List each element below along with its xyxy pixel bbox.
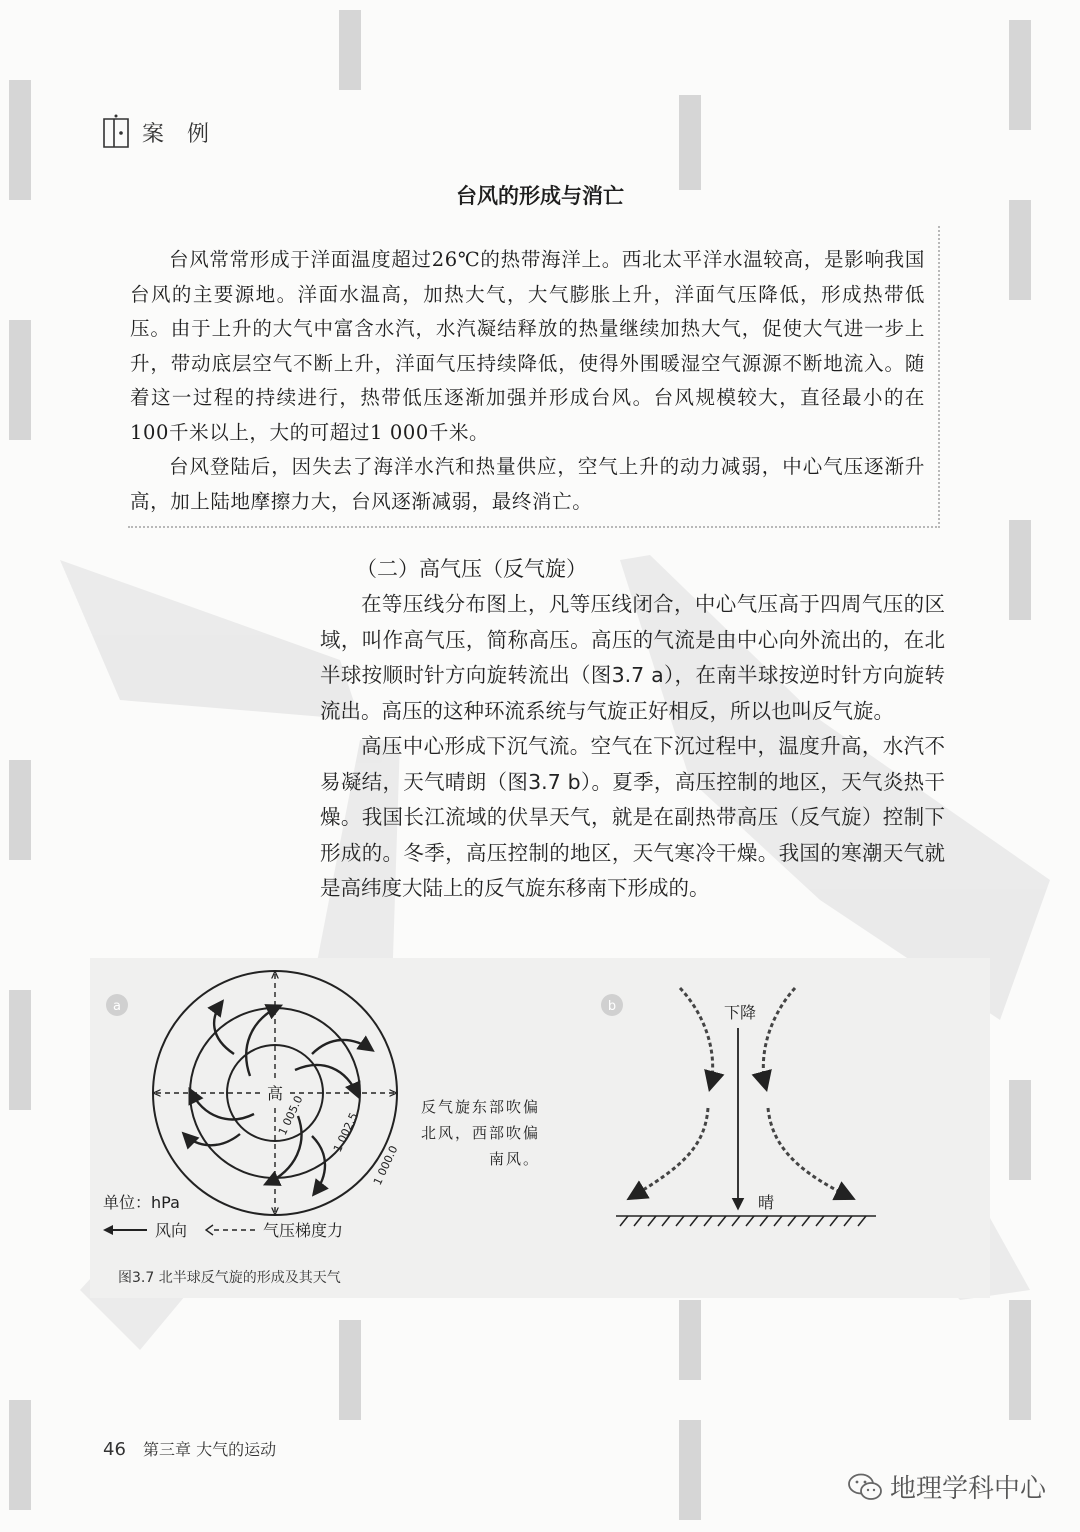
- figure-panel-b: [590, 958, 990, 1258]
- page-footer: [103, 1437, 276, 1460]
- high-pressure-center-label: 高: [266, 1084, 284, 1103]
- case-label: [100, 112, 217, 152]
- section-paragraph-2: 高压中心形成下沉气流。空气在下沉过程中，温度升高，水汽不易凝结，天气晴朗（图3.7 b）。夏季，高压控制的地区，天气炎热干燥。我国长江流域的伏旱天气，就是在副热带高压（反气旋）控制下形成的。冬季，高压控制的地区，天气寒冷干燥。我国的寒潮天气就是高纬度大陆上的反气旋东移南下形成的。: [320, 734, 945, 900]
- section-body: [320, 587, 945, 907]
- case-paragraph-1: 台风常常形成于洋面温度超过26℃的热带海洋上。西北太平洋水温较高，是影响我国台风的主要源地。洋面水温高，加热大气，大气膨胀上升，洋面气压降低，形成热带低压。由于上升的大气中富含水汽，水汽凝结释放的热量继续加热大气，促使大气进一步上升，带动底层空气不断上升，洋面气压持续降低，使得外围暖湿空气源源不断地流入。随着这一过程的持续进行，热带低压逐渐加强并形成台风。台风规模较大，直径最小的在100千米以上，大的可超过1 000千米。: [130, 248, 925, 444]
- figure-legend: [103, 1218, 343, 1241]
- legend-gradient-label: 气压梯度力: [263, 1221, 344, 1240]
- panel-b-label: b: [607, 999, 617, 1014]
- section-paragraph-1: 在等压线分布图上，凡等压线闭合，中心气压高于四周气压的区域，叫作高气压，简称高压。高压的气流是由中心向外流出的，在北半球按顺时针方向旋转流出（图3.7 a），在南半球按逆时针方向旋转流出。高压的这种环流系统与气旋正好相反，所以也叫反气旋。: [320, 592, 945, 723]
- figure-annotation: 反气旋东部吹偏北风，西部吹偏南风。: [420, 1098, 540, 1168]
- brand-watermark: [848, 1468, 1046, 1505]
- ground-line: [616, 1216, 876, 1226]
- case-body: [130, 243, 925, 519]
- isobar-label-1002: 1 002.5: [330, 1110, 361, 1155]
- descend-label: 下降: [724, 1003, 757, 1022]
- brand-name: 地理学科中心: [890, 1474, 1047, 1504]
- isobar-label-1000: 1 000.0: [370, 1143, 401, 1188]
- figure-unit: 单位：hPa: [103, 1193, 180, 1212]
- case-paragraph-2: 台风登陆后，因失去了海洋水汽和热量供应，空气上升的动力减弱，中心气压逐渐升高，加上陆地摩擦力大，台风逐渐减弱，最终消亡。: [130, 455, 925, 513]
- section-heading: （二）高气压（反气旋）: [356, 557, 587, 581]
- wechat-icon: [848, 1473, 882, 1501]
- case-title: 台风的形成与消亡: [456, 184, 624, 208]
- chapter-title: 第三章 大气的运动: [143, 1440, 277, 1459]
- book-icon: [100, 113, 132, 151]
- gradient-arrow-legend-icon: [205, 1224, 257, 1236]
- page-number: 46: [103, 1439, 126, 1460]
- panel-a-label: a: [113, 999, 121, 1014]
- wind-arrow-legend-icon: [103, 1224, 149, 1236]
- legend-wind-label: 风向: [155, 1221, 188, 1240]
- isobar-label-1005: 1 005.0: [275, 1093, 306, 1138]
- clear-weather-label: 晴: [758, 1193, 775, 1212]
- figure-caption: 图3.7 北半球反气旋的形成及其天气: [118, 1270, 341, 1286]
- case-label-text: 案 例: [142, 121, 217, 147]
